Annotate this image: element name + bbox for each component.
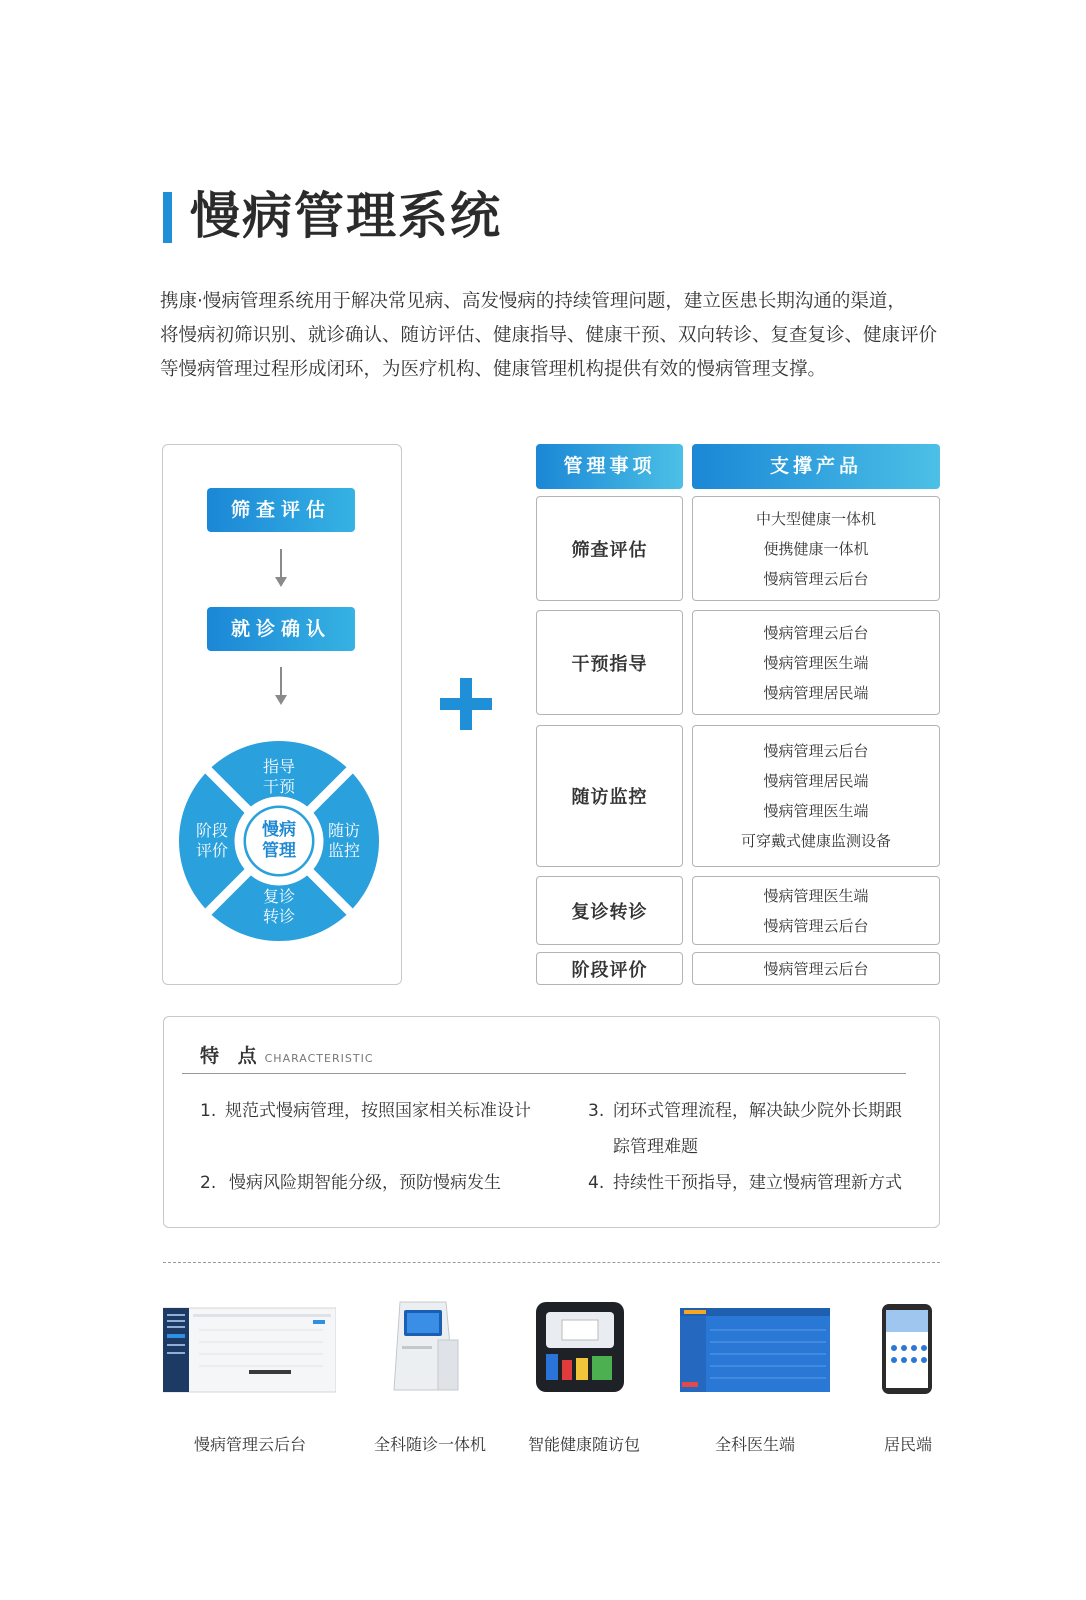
- feature-item: 4. 持续性干预指导，建立慢病管理新方式: [588, 1173, 902, 1193]
- table-header-products: 支撑产品: [692, 444, 940, 489]
- wheel-center-label: 慢病 管理: [262, 820, 296, 861]
- medical-kit-bag-icon: [532, 1300, 628, 1400]
- intro-paragraph: [160, 285, 950, 387]
- product-name: 居民端: [883, 1435, 932, 1454]
- product-name: 慢病管理云后台: [193, 1435, 306, 1454]
- table-row-products: 慢病管理医生端 慢病管理云后台: [692, 876, 940, 945]
- wheel-segment-revisit: 复诊 转诊: [262, 887, 295, 926]
- intro-line: 等慢病管理过程形成闭环，为医疗机构、健康管理机构提供有效的慢病管理支撑。: [160, 359, 827, 380]
- flow-step-screening: 筛查评估: [207, 488, 355, 532]
- features-divider: [182, 1073, 906, 1074]
- feature-item: 3. 闭环式管理流程，解决缺少院外长期跟 踪管理难题: [588, 1101, 902, 1157]
- doctor-app-screenshot-icon: [680, 1300, 830, 1400]
- intro-line: 将慢病初筛识别、就诊确认、随访评估、健康指导、健康干预、双向转诊、复查复诊、健康评价: [160, 325, 938, 346]
- feature-item: 2. 慢病风险期智能分级，预防慢病发生: [200, 1173, 501, 1193]
- table-row-item: 筛查评估: [536, 496, 683, 601]
- table-row-products: 慢病管理云后台 慢病管理居民端 慢病管理医生端 可穿戴式健康监测设备: [692, 725, 940, 867]
- section-divider: [163, 1262, 940, 1263]
- down-arrow-icon: [280, 667, 282, 703]
- wheel-segment-evaluation: 阶段 评价: [195, 821, 228, 860]
- table-row-item: 干预指导: [536, 610, 683, 715]
- table-row-products: 慢病管理云后台 慢病管理医生端 慢病管理居民端: [692, 610, 940, 715]
- flow-panel: [162, 444, 402, 985]
- management-cycle-wheel: [177, 739, 381, 943]
- product-name: 全科医生端: [714, 1435, 795, 1454]
- title-accent-bar: [163, 192, 172, 243]
- down-arrow-icon: [280, 549, 282, 585]
- intro-line: 携康·慢病管理系统用于解决常见病、高发慢病的持续管理问题，建立医患长期沟通的渠道，: [160, 291, 906, 312]
- wheel-segment-followup: 随访 监控: [327, 821, 360, 860]
- table-row-item: 随访监控: [536, 725, 683, 867]
- page-title: 慢病管理系统: [190, 187, 502, 245]
- feature-item: 1. 规范式慢病管理，按照国家相关标准设计: [200, 1101, 531, 1121]
- plus-icon: [440, 678, 492, 730]
- table-row-products: 中大型健康一体机 便携健康一体机 慢病管理云后台: [692, 496, 940, 601]
- kiosk-device-icon: [380, 1300, 470, 1400]
- table-header-items: 管理事项: [536, 444, 683, 489]
- table-row-item: 复诊转诊: [536, 876, 683, 945]
- features-heading: 特 点 CHARACTERISTIC: [200, 1045, 374, 1067]
- mobile-phone-app-icon: [880, 1300, 936, 1400]
- features-box: [163, 1016, 940, 1228]
- table-row-item: 阶段评价: [536, 952, 683, 985]
- product-name: 智能健康随访包: [527, 1435, 640, 1454]
- flow-step-confirm: 就诊确认: [207, 607, 355, 651]
- wheel-segment-guidance: 指导 干预: [262, 757, 295, 796]
- product-name: 全科随诊一体机: [373, 1435, 486, 1454]
- table-row-products: 慢病管理云后台: [692, 952, 940, 985]
- cloud-dashboard-screenshot-icon: [163, 1300, 336, 1400]
